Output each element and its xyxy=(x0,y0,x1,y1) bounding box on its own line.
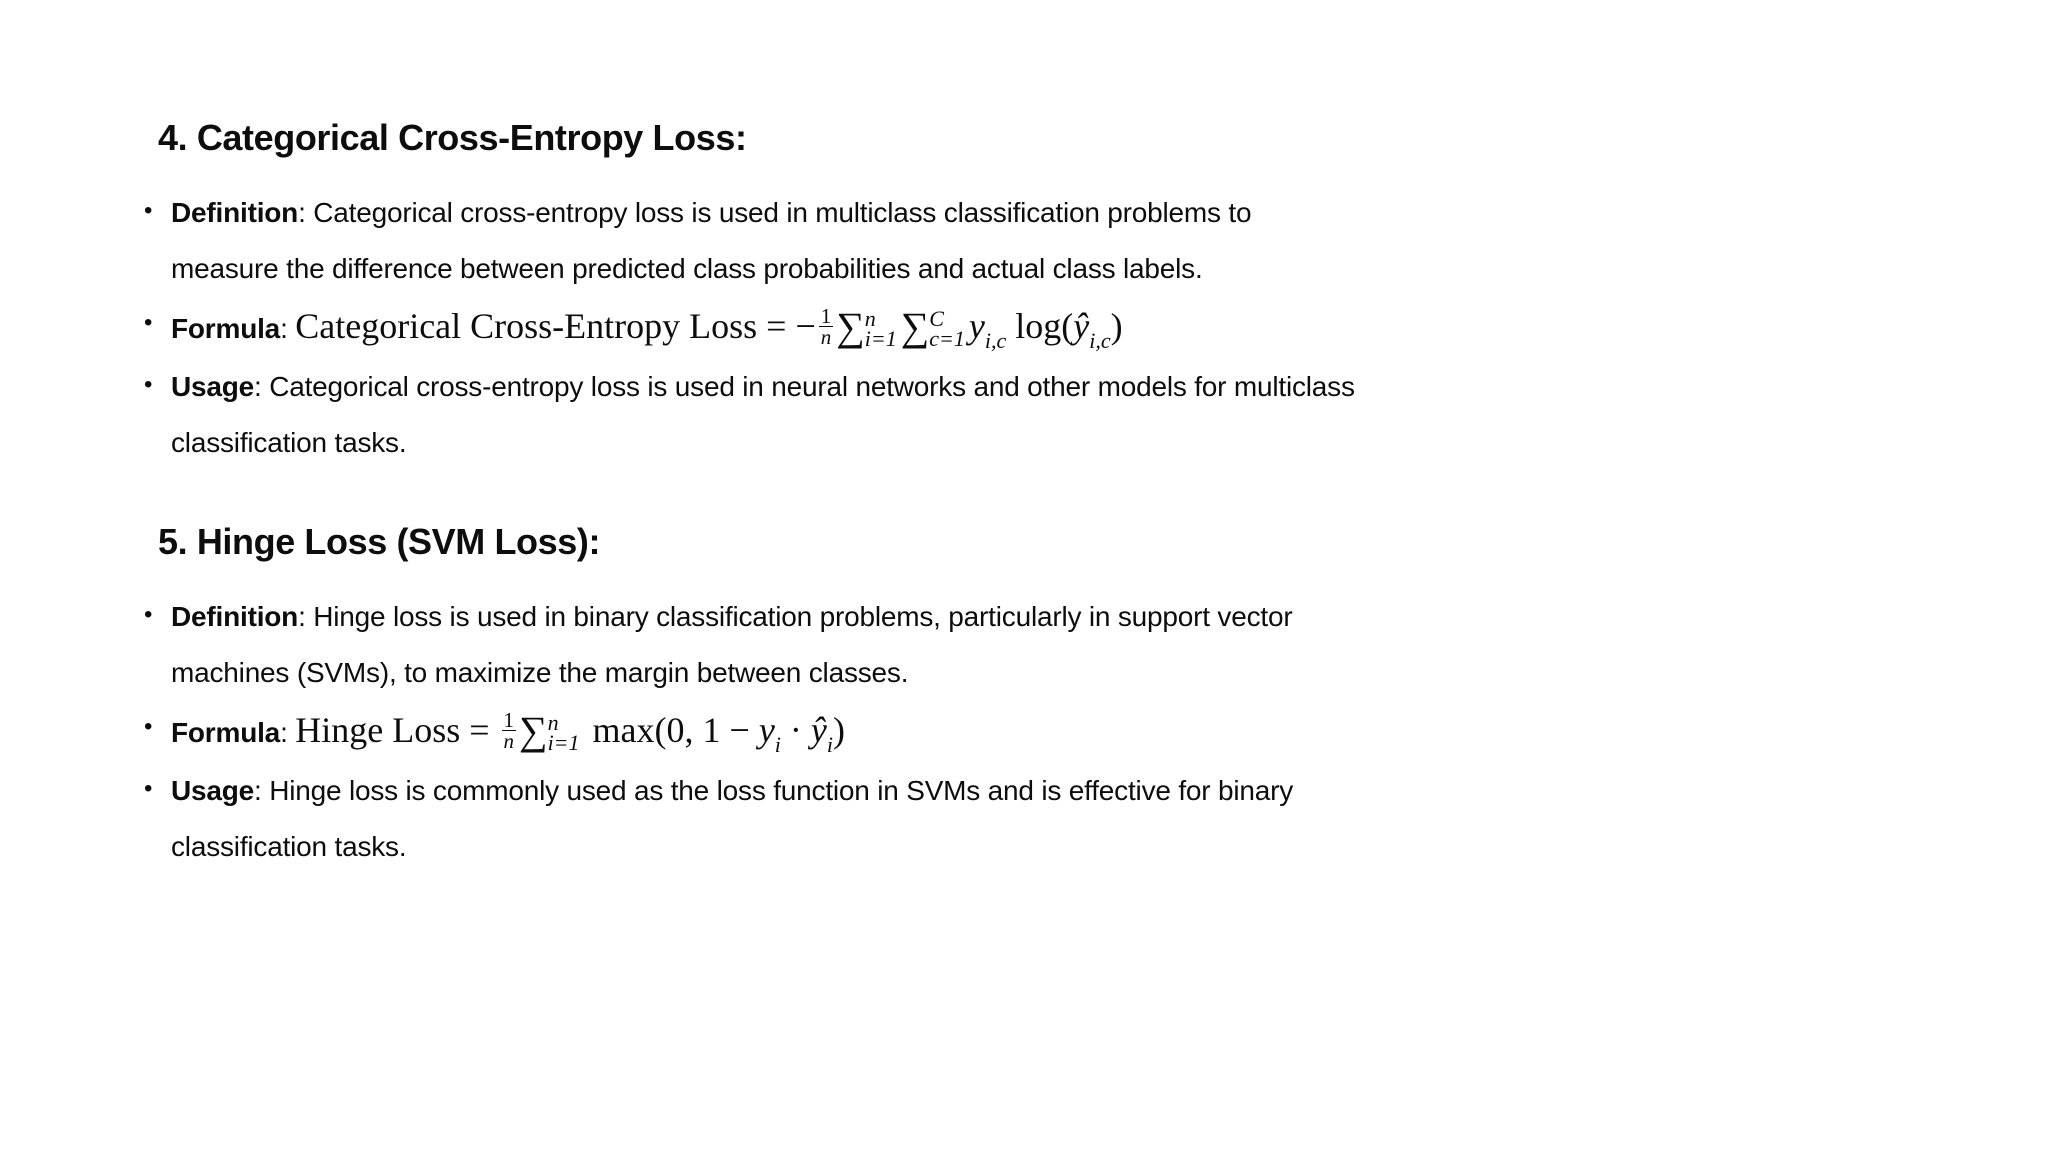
summation-limits xyxy=(929,305,965,351)
sum-upper: n xyxy=(864,305,876,331)
formula-close: ) xyxy=(1110,306,1123,346)
bullet-formula xyxy=(144,297,1611,359)
bullet-usage xyxy=(144,359,1611,471)
sum-lower: i=1 xyxy=(864,325,897,351)
formula-name: Hinge Loss xyxy=(295,710,461,750)
section-categorical-cross-entropy xyxy=(144,110,1608,458)
formula-label: Formula xyxy=(171,313,281,344)
fraction-numerator: 1 xyxy=(503,708,515,733)
bullet-dot-icon: • xyxy=(144,309,153,336)
formula-expression xyxy=(295,304,1123,353)
section-hinge-loss xyxy=(144,514,1608,862)
summation-limits xyxy=(864,305,897,351)
fraction-denominator: n xyxy=(820,325,832,350)
definition-text-continued: machines (SVMs), to maximize the margin between classes. xyxy=(171,657,909,688)
formula-term: y xyxy=(968,306,985,346)
formula-equals: = xyxy=(460,710,499,750)
formula-fraction xyxy=(819,304,834,350)
formula-expression xyxy=(295,708,846,757)
formula-max: max(0, 1 − xyxy=(583,710,759,750)
usage-text-continued: classification tasks. xyxy=(171,831,407,862)
definition-text: : Categorical cross-entropy loss is used in multiclass classification problems to xyxy=(298,197,1252,228)
formula-dot: · xyxy=(780,710,811,750)
bullet-dot-icon: • xyxy=(144,371,153,398)
formula-term-subscript: i xyxy=(774,732,781,757)
formula-term-subscript: i,c xyxy=(984,328,1007,353)
definition-label: Definition xyxy=(171,197,299,228)
formula-prediction: ŷ xyxy=(1073,306,1090,346)
bullet-list xyxy=(144,185,1611,471)
definition-label: Definition xyxy=(171,601,299,632)
summation-limits xyxy=(547,709,580,755)
bullet-dot-icon: • xyxy=(144,601,153,628)
usage-text: : Categorical cross-entropy loss is used in neural networks and other models for multiclass xyxy=(254,371,1355,402)
formula-prediction-subscript: i xyxy=(826,732,834,757)
bullet-dot-icon: • xyxy=(144,713,153,740)
fraction-denominator: n xyxy=(503,729,515,754)
summation-symbol: ∑ xyxy=(836,304,865,349)
sum-lower: i=1 xyxy=(547,729,580,755)
formula-colon: : xyxy=(280,717,296,748)
summation-symbol: ∑ xyxy=(900,304,930,349)
formula-label: Formula xyxy=(171,717,281,748)
bullet-definition xyxy=(144,185,1611,297)
bullet-usage xyxy=(144,763,1611,875)
formula-term: y xyxy=(758,710,775,750)
formula-equals: = − xyxy=(757,306,816,346)
formula-colon: : xyxy=(280,313,296,344)
usage-label: Usage xyxy=(171,371,255,402)
bullet-dot-icon: • xyxy=(144,775,153,802)
formula-log: log( xyxy=(1006,306,1074,346)
definition-text: : Hinge loss is used in binary classification problems, particularly in support vector xyxy=(298,601,1293,632)
formula-prediction: ŷ xyxy=(810,710,827,750)
formula-name: Categorical Cross-Entropy Loss xyxy=(295,306,758,346)
fraction-numerator: 1 xyxy=(820,304,832,329)
formula-fraction xyxy=(502,708,517,754)
usage-label: Usage xyxy=(171,775,255,806)
sum-upper: C xyxy=(929,305,944,331)
definition-text-continued: measure the difference between predicted class probabilities and actual class labels. xyxy=(171,253,1203,284)
bullet-definition xyxy=(144,589,1611,701)
usage-text-continued: classification tasks. xyxy=(171,427,407,458)
section-heading: 4. Categorical Cross-Entropy Loss: xyxy=(158,117,747,158)
bullet-list xyxy=(144,589,1611,875)
sum-upper: n xyxy=(547,709,559,735)
summation-symbol: ∑ xyxy=(519,708,548,753)
bullet-formula xyxy=(144,701,1611,763)
usage-text: : Hinge loss is commonly used as the loss function in SVMs and is effective for binary xyxy=(254,775,1294,806)
bullet-dot-icon: • xyxy=(144,197,153,224)
sum-lower: c=1 xyxy=(929,325,965,351)
formula-prediction-subscript: i,c xyxy=(1089,328,1111,353)
formula-close: ) xyxy=(833,710,846,750)
section-heading: 5. Hinge Loss (SVM Loss): xyxy=(158,521,601,562)
